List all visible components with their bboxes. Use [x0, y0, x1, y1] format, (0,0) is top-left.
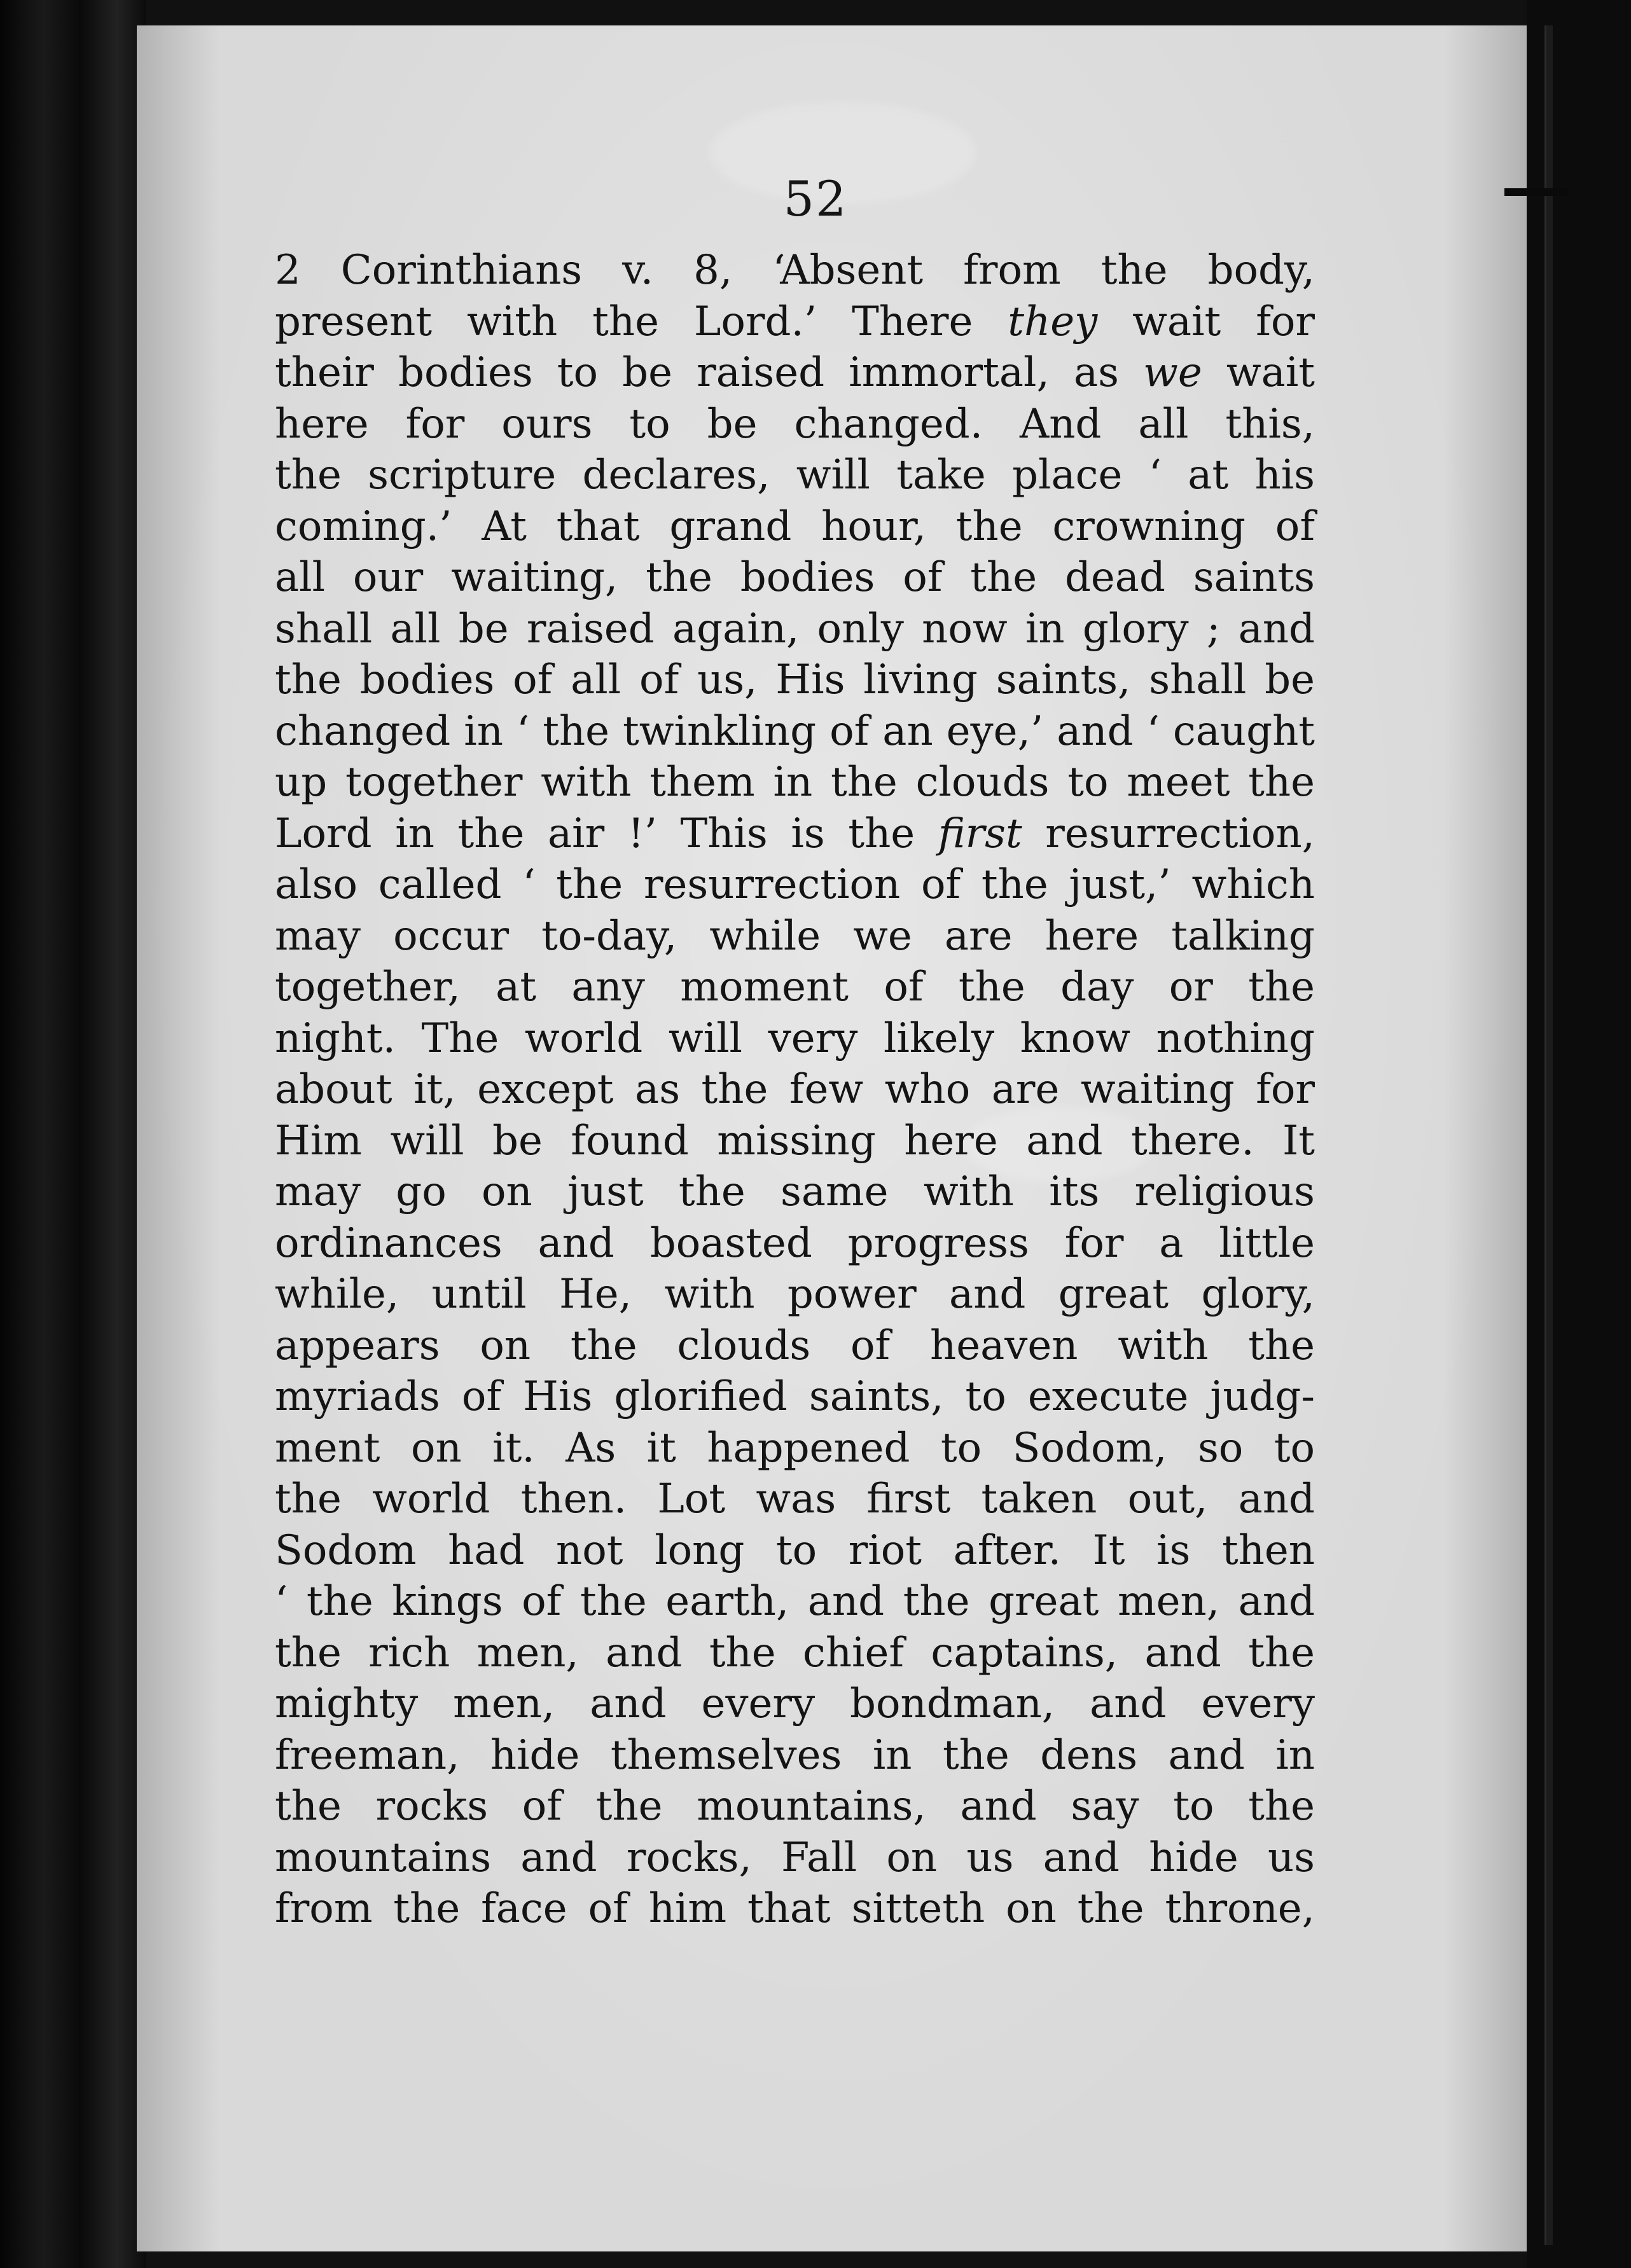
- text-line: [275, 1883, 1315, 1935]
- page-number: 52: [783, 170, 848, 227]
- text-segment: mountains and rocks, Fall on us and hide us: [275, 1834, 1315, 1881]
- text-line: [275, 1576, 1315, 1628]
- text-line: [275, 1781, 1315, 1832]
- text-line: [275, 1474, 1315, 1525]
- text-line: [275, 962, 1315, 1013]
- text-segment: the bodies of all of us, His living saints, shall be: [275, 656, 1315, 703]
- page-edge-line: [1544, 25, 1553, 2245]
- text-segment: ‘ the kings of the earth, and the great men, and: [275, 1578, 1315, 1625]
- text-line: [275, 654, 1315, 706]
- text-segment: while, until He, with power and great glory,: [275, 1271, 1315, 1318]
- text-segment: all our waiting, the bodies of the dead saints: [275, 554, 1315, 601]
- text-line: [275, 1166, 1315, 1218]
- text-segment: night. The world will very likely know nothing: [275, 1014, 1315, 1062]
- italic-word: they: [1008, 298, 1098, 345]
- text-segment: Lord in the air !’ This is the: [275, 810, 938, 857]
- text-segment: from the face of him that sitteth on the throne,: [275, 1885, 1315, 1932]
- text-segment: shall all be raised again, only now in glory ; and: [275, 605, 1315, 653]
- text-line: [275, 1320, 1315, 1372]
- text-segment: wait: [1202, 349, 1315, 396]
- text-segment: present with the Lord.’ There: [275, 298, 1008, 345]
- italic-word: we: [1143, 349, 1202, 396]
- text-segment: may go on just the same with its religious: [275, 1168, 1315, 1215]
- text-segment: freeman, hide themselves in the dens and in: [275, 1731, 1315, 1779]
- text-segment: resurrection,: [1022, 810, 1315, 857]
- text-segment: coming.’ At that grand hour, the crowning of: [275, 502, 1315, 550]
- text-segment: Him will be found missing here and there. It: [275, 1117, 1315, 1165]
- text-segment: the scripture declares, will take place ‘ at his: [275, 452, 1315, 499]
- text-segment: ordinances and boasted progress for a little: [275, 1219, 1315, 1267]
- text-line: [275, 706, 1315, 757]
- text-line: [275, 1013, 1315, 1065]
- text-line: [275, 399, 1315, 450]
- text-line: [275, 757, 1315, 808]
- facing-page-edge: [1527, 0, 1631, 2268]
- text-line: [275, 450, 1315, 501]
- italic-word: first: [938, 810, 1022, 857]
- book-binding-edge: [0, 0, 146, 2268]
- text-segment: the rich men, and the chief captains, and the: [275, 1629, 1315, 1677]
- text-segment: about it, except as the few who are waiting for: [275, 1066, 1315, 1113]
- text-line: [275, 911, 1315, 962]
- text-segment: here for ours to be changed. And all this,: [275, 400, 1315, 448]
- text-segment: the world then. Lot was first taken out, and: [275, 1476, 1315, 1523]
- text-segment: appears on the clouds of heaven with the: [275, 1322, 1315, 1369]
- text-line: [275, 245, 1315, 296]
- text-line: [275, 296, 1315, 348]
- text-segment: together, at any moment of the day or the: [275, 964, 1315, 1011]
- text-segment: changed in ‘ the twinkling of an eye,’ and ‘ caught: [275, 707, 1315, 755]
- page-body-text: [275, 245, 1315, 1935]
- text-line: [275, 1218, 1315, 1269]
- text-segment: their bodies to be raised immortal, as: [275, 349, 1144, 396]
- text-line: [275, 808, 1315, 860]
- text-line: [275, 1269, 1315, 1320]
- text-line: [275, 604, 1315, 655]
- text-segment: Sodom had not long to riot after. It is then: [275, 1526, 1315, 1574]
- text-line: [275, 1116, 1315, 1167]
- text-line: [275, 1678, 1315, 1730]
- text-segment: myriads of His glorified saints, to execute judg-: [275, 1373, 1315, 1420]
- text-segment: mighty men, and every bondman, and every: [275, 1680, 1315, 1727]
- text-line: [275, 859, 1315, 911]
- text-line: [275, 1730, 1315, 1781]
- text-segment: 2 Corinthians v. 8, ‘Absent from the body,: [275, 247, 1315, 294]
- text-line: [275, 1371, 1315, 1423]
- text-line: [275, 501, 1315, 553]
- text-segment: may occur to-day, while we are here talking: [275, 912, 1315, 960]
- text-segment: ment on it. As it happened to Sodom, so to: [275, 1424, 1315, 1472]
- text-segment: the rocks of the mountains, and say to the: [275, 1783, 1315, 1830]
- text-line: [275, 1525, 1315, 1577]
- text-line: [275, 1832, 1315, 1884]
- text-line: [275, 552, 1315, 604]
- text-line: [275, 1628, 1315, 1679]
- text-line: [275, 347, 1315, 399]
- text-segment: wait for: [1097, 298, 1315, 345]
- text-segment: also called ‘ the resurrection of the just,’ which: [275, 861, 1315, 908]
- text-segment: up together with them in the clouds to meet the: [275, 759, 1315, 806]
- text-line: [275, 1423, 1315, 1474]
- text-line: [275, 1064, 1315, 1116]
